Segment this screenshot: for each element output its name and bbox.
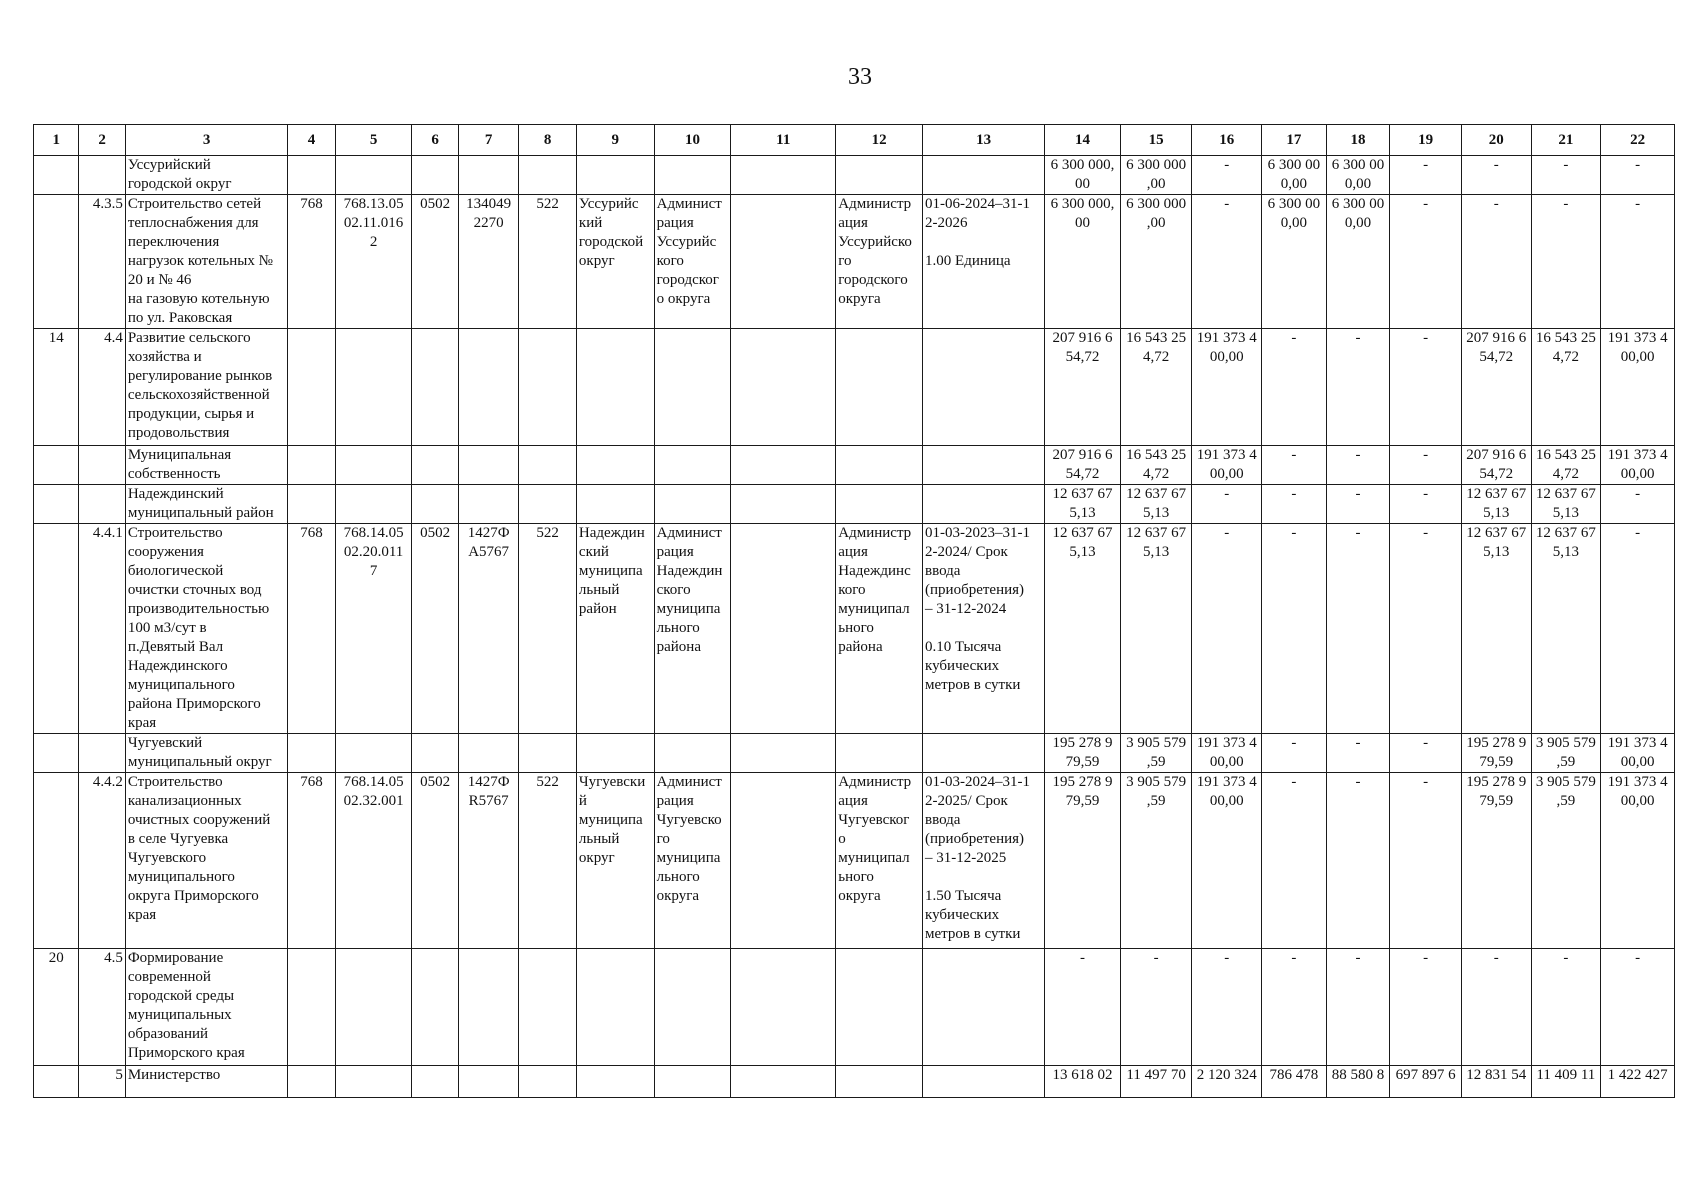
table-cell: - — [1601, 156, 1675, 195]
table-cell — [576, 485, 654, 524]
table-cell: 12 637 67 5,13 — [1531, 485, 1601, 524]
table-cell: Администр ация Уссурийско го городского округа — [836, 195, 923, 329]
table-cell — [288, 156, 335, 195]
header-cell: 15 — [1120, 125, 1192, 156]
table-cell: 16 543 25 4,72 — [1120, 446, 1192, 485]
table-cell — [519, 446, 577, 485]
table-cell — [731, 329, 836, 446]
table-cell: 191 373 4 00,00 — [1192, 773, 1262, 949]
table-cell: - — [1390, 329, 1462, 446]
table-cell: 11 497 70 — [1120, 1066, 1192, 1098]
table-cell — [836, 1066, 923, 1098]
table-cell: - — [1531, 156, 1601, 195]
table-cell: Админист рация Уссурийс кого городског о округа — [654, 195, 731, 329]
table-cell — [412, 949, 458, 1066]
table-cell: - — [1601, 949, 1675, 1066]
table-cell: 14 — [34, 329, 79, 446]
table-cell — [34, 734, 79, 773]
table-row — [34, 329, 1675, 446]
table-cell: 88 580 8 — [1326, 1066, 1390, 1098]
table-cell: 1 422 427 — [1601, 1066, 1675, 1098]
table-cell: Уссурийский городской округ — [125, 156, 287, 195]
table-cell: 12 831 54 — [1461, 1066, 1531, 1098]
table-cell: 12 637 67 5,13 — [1461, 524, 1531, 734]
table-cell: - — [1390, 156, 1462, 195]
table-cell: 0502 — [412, 524, 458, 734]
table-cell: 191 373 4 00,00 — [1601, 446, 1675, 485]
header-cell: 11 — [731, 125, 836, 156]
table-row — [34, 773, 1675, 949]
table-cell — [654, 734, 731, 773]
table-cell: - — [1262, 734, 1327, 773]
table-cell: - — [1120, 949, 1192, 1066]
table-cell — [519, 949, 577, 1066]
table-cell: Муниципальная собственность — [125, 446, 287, 485]
table-cell: Формирование современной городской среды муниципальных образований Приморского края — [125, 949, 287, 1066]
table-cell: - — [1326, 773, 1390, 949]
page-number: 33 — [848, 64, 872, 90]
table-cell: Админист рация Надеждин ского муниципа льного района — [654, 524, 731, 734]
table-cell: Админист рация Чугуевско го муниципа льного округа — [654, 773, 731, 949]
header-cell: 3 — [125, 125, 287, 156]
table-cell — [519, 1066, 577, 1098]
table-cell: 6 300 00 0,00 — [1326, 195, 1390, 329]
table-cell: 522 — [519, 773, 577, 949]
table-cell — [458, 949, 519, 1066]
table-cell: - — [1192, 485, 1262, 524]
table-cell — [519, 329, 577, 446]
table-cell: 768 — [288, 524, 335, 734]
table-cell — [519, 734, 577, 773]
table-cell: 1427Ф R5767 — [458, 773, 519, 949]
table-cell: - — [1326, 329, 1390, 446]
table-cell: 191 373 4 00,00 — [1192, 329, 1262, 446]
table-cell: 6 300 00 0,00 — [1326, 156, 1390, 195]
table-cell — [412, 329, 458, 446]
header-cell: 20 — [1461, 125, 1531, 156]
table-cell: - — [1601, 524, 1675, 734]
table-cell: Развитие сельского хозяйства и регулирование рынков сельскохозяйственной продукции, сырья и продовольствия — [125, 329, 287, 446]
table-cell: 768.13.05 02.11.016 2 — [335, 195, 412, 329]
table-cell: 4.5 — [79, 949, 125, 1066]
table-cell: Чугуевский муниципальный округ — [125, 734, 287, 773]
table-cell — [731, 949, 836, 1066]
table-cell: 12 637 67 5,13 — [1120, 485, 1192, 524]
table-cell: 0502 — [412, 773, 458, 949]
table-row — [34, 195, 1675, 329]
table-cell — [519, 485, 577, 524]
table-cell: Чугуевски й муниципа льный округ — [576, 773, 654, 949]
table-cell: 207 916 6 54,72 — [1461, 329, 1531, 446]
table-cell — [576, 156, 654, 195]
table-cell: 16 543 25 4,72 — [1531, 446, 1601, 485]
table-cell — [923, 734, 1045, 773]
table-cell: - — [1262, 485, 1327, 524]
table-cell — [34, 195, 79, 329]
table-cell: 6 300 000 ,00 — [1120, 195, 1192, 329]
table-cell: 13 618 02 — [1045, 1066, 1121, 1098]
table-cell — [412, 156, 458, 195]
table-cell — [34, 773, 79, 949]
table-cell: Строительство канализационных очистных сооружений в селе Чугуевка Чугуевского муниципального округа Приморского края — [125, 773, 287, 949]
table-cell — [654, 446, 731, 485]
table-cell — [288, 949, 335, 1066]
table-cell — [654, 1066, 731, 1098]
table-cell — [654, 156, 731, 195]
table-cell: 207 916 6 54,72 — [1461, 446, 1531, 485]
table-cell: 786 478 — [1262, 1066, 1327, 1098]
table-cell: 134049 2270 — [458, 195, 519, 329]
header-cell: 6 — [412, 125, 458, 156]
table-cell — [836, 446, 923, 485]
table-cell — [34, 156, 79, 195]
table-cell — [458, 734, 519, 773]
table-cell — [288, 329, 335, 446]
table-cell: 20 — [34, 949, 79, 1066]
table-cell: 207 916 6 54,72 — [1045, 329, 1121, 446]
table-cell — [458, 485, 519, 524]
table-cell: Уссурийс кий городской округ — [576, 195, 654, 329]
table-cell — [923, 949, 1045, 1066]
table-cell: 4.4.2 — [79, 773, 125, 949]
table-cell — [576, 734, 654, 773]
table-cell: 01-03-2023–31-1 2-2024/ Срок ввода (приобретения) – 31-12-2024 0.10 Тысяча кубических метров в сутки — [923, 524, 1045, 734]
table-cell: 6 300 00 0,00 — [1262, 156, 1327, 195]
table-cell — [576, 446, 654, 485]
table-cell: - — [1192, 156, 1262, 195]
table-cell — [79, 485, 125, 524]
table-row — [34, 485, 1675, 524]
table-cell — [731, 156, 836, 195]
table-cell — [458, 446, 519, 485]
table-cell — [731, 485, 836, 524]
table-cell: 191 373 4 00,00 — [1601, 734, 1675, 773]
table-cell: - — [1326, 524, 1390, 734]
table-cell — [519, 156, 577, 195]
table-cell: - — [1390, 195, 1462, 329]
table-cell: - — [1326, 485, 1390, 524]
table-cell: 6 300 00 0,00 — [1262, 195, 1327, 329]
table-cell — [576, 329, 654, 446]
header-cell: 17 — [1262, 125, 1327, 156]
header-cell: 5 — [335, 125, 412, 156]
table-cell: - — [1390, 949, 1462, 1066]
table-cell — [335, 734, 412, 773]
table-cell: - — [1390, 773, 1462, 949]
table-cell: 768 — [288, 195, 335, 329]
table-cell: 6 300 000, 00 — [1045, 195, 1121, 329]
table-cell: 3 905 579 ,59 — [1120, 773, 1192, 949]
table-cell: - — [1192, 949, 1262, 1066]
table-cell: 01-03-2024–31-1 2-2025/ Срок ввода (приобретения) – 31-12-2025 1.50 Тысяча кубических метров в сутки — [923, 773, 1045, 949]
table-cell — [79, 446, 125, 485]
table-cell: 01-06-2024–31-1 2-2026 1.00 Единица — [923, 195, 1045, 329]
table-cell: - — [1461, 195, 1531, 329]
table-cell: 195 278 9 79,59 — [1045, 734, 1121, 773]
table-cell — [654, 949, 731, 1066]
table-cell: - — [1601, 485, 1675, 524]
table-cell: Надеждин ский муниципа льный район — [576, 524, 654, 734]
table-cell: 195 278 9 79,59 — [1045, 773, 1121, 949]
table-cell: - — [1262, 446, 1327, 485]
table-cell: 522 — [519, 524, 577, 734]
table-cell: 6 300 000, 00 — [1045, 156, 1121, 195]
table-cell — [654, 485, 731, 524]
table-cell — [731, 1066, 836, 1098]
table-cell: - — [1262, 773, 1327, 949]
table-cell: 4.4 — [79, 329, 125, 446]
table-cell — [731, 734, 836, 773]
table-cell: - — [1531, 949, 1601, 1066]
header-cell: 9 — [576, 125, 654, 156]
table-row — [34, 949, 1675, 1066]
table-cell — [288, 446, 335, 485]
table-cell — [335, 1066, 412, 1098]
table-cell — [288, 485, 335, 524]
table-cell: 191 373 4 00,00 — [1192, 734, 1262, 773]
table-cell — [458, 156, 519, 195]
table-cell: 4.3.5 — [79, 195, 125, 329]
table-cell: - — [1262, 949, 1327, 1066]
header-cell: 2 — [79, 125, 125, 156]
table-cell: 191 373 4 00,00 — [1601, 329, 1675, 446]
table-cell — [923, 485, 1045, 524]
table-cell — [288, 1066, 335, 1098]
header-cell: 7 — [458, 125, 519, 156]
table-cell — [412, 485, 458, 524]
table-cell: - — [1262, 329, 1327, 446]
table-cell: 195 278 9 79,59 — [1461, 773, 1531, 949]
table-cell: 0502 — [412, 195, 458, 329]
budget-table — [33, 124, 1675, 1098]
header-cell: 14 — [1045, 125, 1121, 156]
header-cell: 18 — [1326, 125, 1390, 156]
table-cell — [335, 446, 412, 485]
table-cell: - — [1326, 446, 1390, 485]
table-cell: 1427Ф А5767 — [458, 524, 519, 734]
header-cell: 21 — [1531, 125, 1601, 156]
table-cell: 3 905 579 ,59 — [1531, 773, 1601, 949]
header-cell: 8 — [519, 125, 577, 156]
table-cell: 3 905 579 ,59 — [1531, 734, 1601, 773]
table-cell: - — [1601, 195, 1675, 329]
table-cell — [458, 1066, 519, 1098]
table-row — [34, 1066, 1675, 1098]
table-cell — [79, 156, 125, 195]
table-cell: 195 278 9 79,59 — [1461, 734, 1531, 773]
table-cell — [412, 446, 458, 485]
table-cell: - — [1326, 734, 1390, 773]
table-cell — [34, 485, 79, 524]
header-cell: 22 — [1601, 125, 1675, 156]
table-cell: Администр ация Чугуевског о муниципал ьного округа — [836, 773, 923, 949]
table-cell — [836, 949, 923, 1066]
table-cell: - — [1531, 195, 1601, 329]
table-row — [34, 524, 1675, 734]
table-cell — [836, 329, 923, 446]
table-cell — [335, 156, 412, 195]
table-cell — [412, 734, 458, 773]
header-cell: 12 — [836, 125, 923, 156]
header-cell: 13 — [923, 125, 1045, 156]
table-cell: - — [1045, 949, 1121, 1066]
table-cell — [412, 1066, 458, 1098]
table-cell: 522 — [519, 195, 577, 329]
header-cell: 1 — [34, 125, 79, 156]
table-cell — [34, 1066, 79, 1098]
table-cell: Министерство — [125, 1066, 287, 1098]
table-cell — [923, 156, 1045, 195]
table-cell: 768.14.05 02.20.011 7 — [335, 524, 412, 734]
table-cell: 3 905 579 ,59 — [1120, 734, 1192, 773]
table-cell: 12 637 67 5,13 — [1120, 524, 1192, 734]
table-cell: 12 637 67 5,13 — [1531, 524, 1601, 734]
table-cell: 4.4.1 — [79, 524, 125, 734]
table-cell: 697 897 6 — [1390, 1066, 1462, 1098]
header-cell: 4 — [288, 125, 335, 156]
table-cell — [731, 446, 836, 485]
table-cell: - — [1192, 524, 1262, 734]
table-cell — [923, 329, 1045, 446]
table-cell — [34, 524, 79, 734]
table-cell: 12 637 67 5,13 — [1045, 485, 1121, 524]
header-row — [34, 125, 1675, 156]
table-cell: 11 409 11 — [1531, 1066, 1601, 1098]
table-cell — [335, 949, 412, 1066]
table-cell — [335, 329, 412, 446]
table-cell: 16 543 25 4,72 — [1531, 329, 1601, 446]
table-cell: 12 637 67 5,13 — [1045, 524, 1121, 734]
table-cell — [836, 156, 923, 195]
table-cell — [576, 949, 654, 1066]
table-cell: - — [1262, 524, 1327, 734]
table-cell: 16 543 25 4,72 — [1120, 329, 1192, 446]
table-cell: 5 — [79, 1066, 125, 1098]
table-row — [34, 156, 1675, 195]
table-cell — [836, 734, 923, 773]
table-cell: 6 300 000 ,00 — [1120, 156, 1192, 195]
header-cell: 10 — [654, 125, 731, 156]
table-cell — [923, 1066, 1045, 1098]
table-cell: Надеждинский муниципальный район — [125, 485, 287, 524]
table-cell: - — [1390, 485, 1462, 524]
table-cell: Строительство сетей теплоснабжения для переключения нагрузок котельных № 20 и № 46 на газовую котельную по ул. Раковская — [125, 195, 287, 329]
table-row — [34, 734, 1675, 773]
table-cell: - — [1461, 156, 1531, 195]
table-cell: - — [1326, 949, 1390, 1066]
table-cell: 207 916 6 54,72 — [1045, 446, 1121, 485]
table-cell: 191 373 4 00,00 — [1601, 773, 1675, 949]
table-cell: - — [1390, 734, 1462, 773]
table-cell — [836, 485, 923, 524]
table-cell: - — [1390, 524, 1462, 734]
table-cell — [335, 485, 412, 524]
table-cell: Администр ация Надеждинс кого муниципал ьного района — [836, 524, 923, 734]
table-cell — [923, 446, 1045, 485]
table-cell — [34, 446, 79, 485]
table-cell: Строительство сооружения биологической очистки сточных вод производительностью 100 м3/сут в п.Девятый Вал Надеждинского муниципального района Приморского края — [125, 524, 287, 734]
table-cell — [576, 1066, 654, 1098]
table-row — [34, 446, 1675, 485]
table-cell: 12 637 67 5,13 — [1461, 485, 1531, 524]
table-cell: 191 373 4 00,00 — [1192, 446, 1262, 485]
table-cell — [288, 734, 335, 773]
table-cell — [654, 329, 731, 446]
table-cell — [731, 524, 836, 734]
table-cell — [458, 329, 519, 446]
table-cell: - — [1390, 446, 1462, 485]
table-cell: - — [1192, 195, 1262, 329]
table-cell: - — [1461, 949, 1531, 1066]
header-cell: 16 — [1192, 125, 1262, 156]
header-cell: 19 — [1390, 125, 1462, 156]
table-cell — [731, 773, 836, 949]
table-cell: 2 120 324 — [1192, 1066, 1262, 1098]
table-cell — [731, 195, 836, 329]
table-cell — [79, 734, 125, 773]
table-cell: 768.14.05 02.32.001 — [335, 773, 412, 949]
table-cell: 768 — [288, 773, 335, 949]
